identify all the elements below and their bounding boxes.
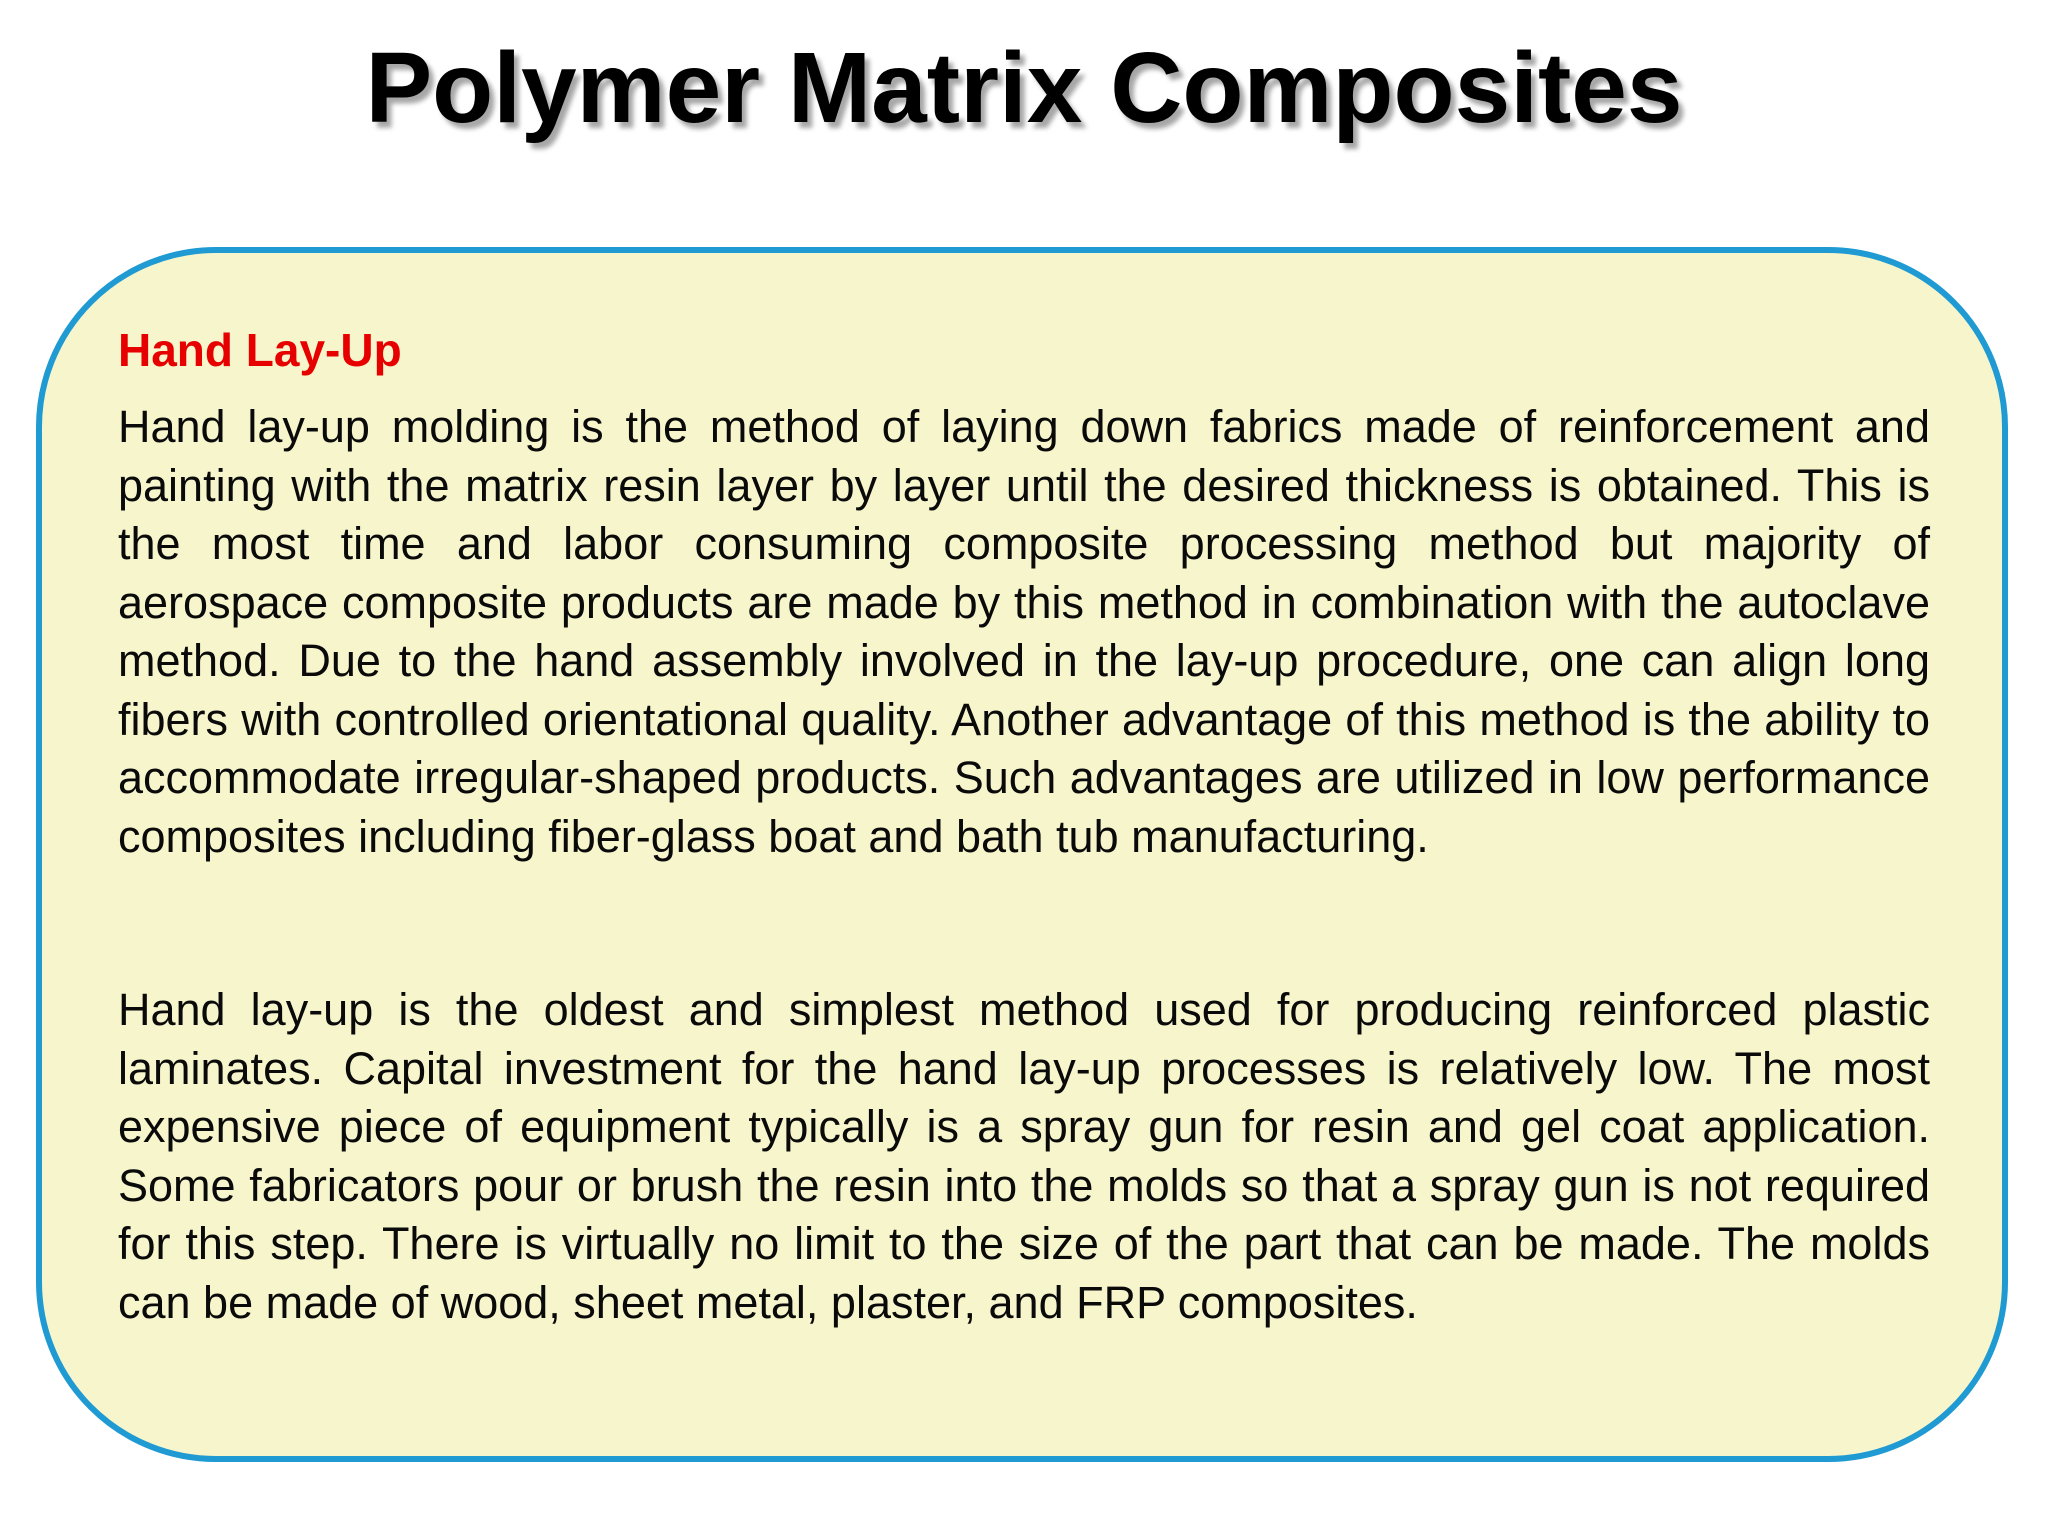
slide-title: Polymer Matrix Composites: [365, 32, 1683, 144]
section-heading: Hand Lay-Up: [118, 324, 402, 376]
body-paragraph-1: Hand lay-up molding is the method of laying down fabrics made of reinforcement and painting with the matrix resin layer by layer until the desired thickness is obtained. This is the most time and labor consuming composite processing method but majority of aerospace composite products are made by this method in combination with the autoclave method. Due to the hand assembly involved in the lay-up procedure, one can align long fibers with controlled orientational quality. Another advantage of this method is the ability to accommodate irregular-shaped products. Such advantages are utilized in low performance composites including fiber-glass boat and bath tub manufacturing.: [118, 401, 1930, 862]
body-paragraph-2: Hand lay-up is the oldest and simplest method used for producing reinforced plastic laminates. Capital investment for the hand lay-up processes is relatively low. The most expensive piece of equipment typically is a spray gun for resin and gel coat application. Some fabricators pour or brush the resin into the molds so that a spray gun is not required for this step. There is virtually no limit to the size of the part that can be made. The molds can be made of wood, sheet metal, plaster, and FRP composites.: [118, 984, 1930, 1328]
